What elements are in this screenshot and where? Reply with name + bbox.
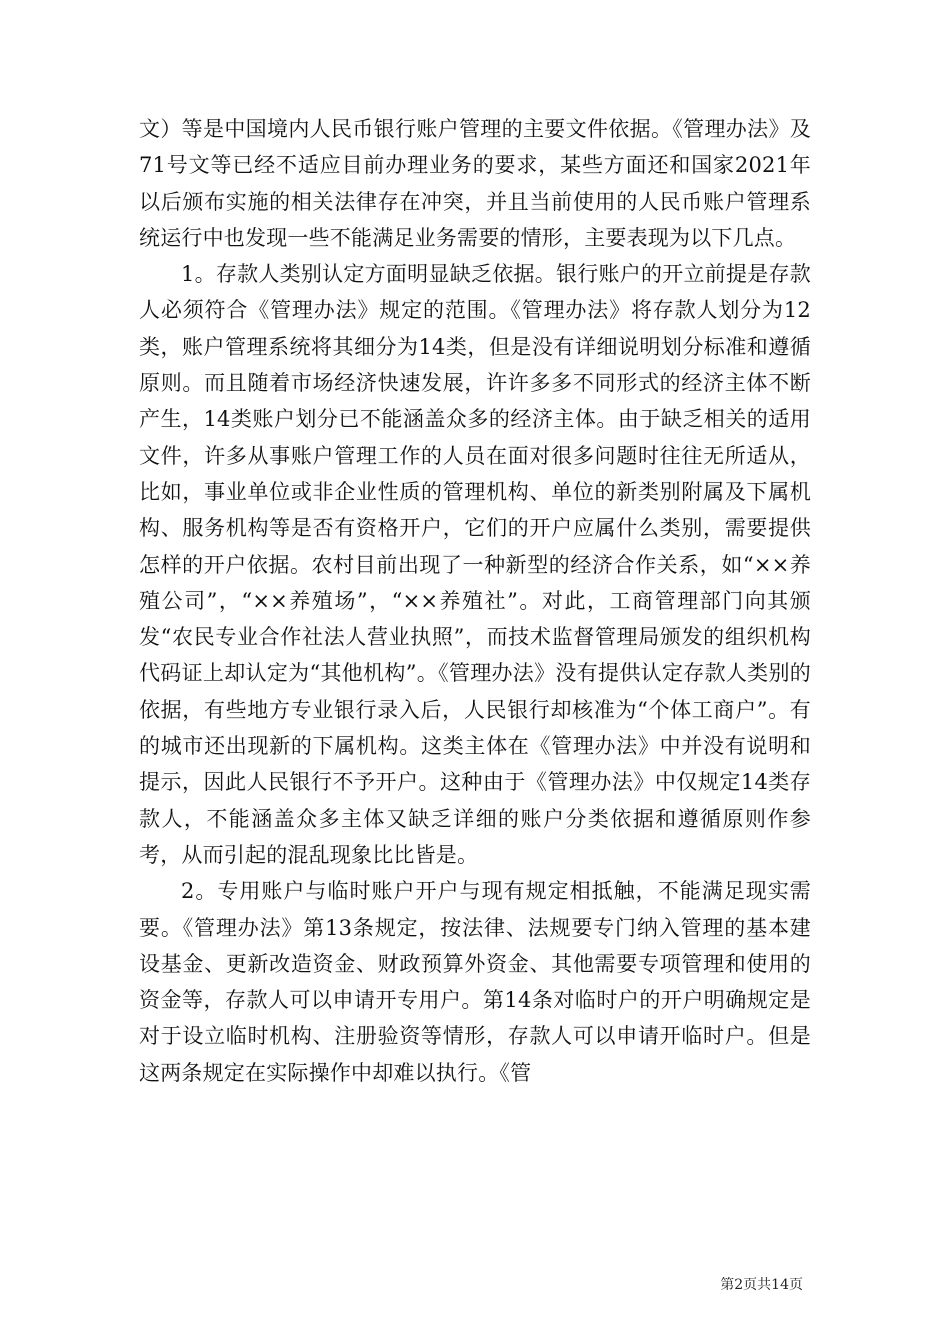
paragraph-point-1: 1。存款人类别认定方面明显缺乏依据。银行账户的开立前提是存款人必须符合《管理办法》规定的范围。《管理办法》将存款人划分为12类，账户管理系统将其细分为14类，但是没有详细说明划分标准和遵循原则。而且随着市场经济快速发展，许许多多不同形式的经济主体不断产生，14类账户划分已不能涵盖众多的经济主体。由于缺乏相关的适用文件，许多从事账户管理工作的人员在面对很多问题时往往无所适从，比如，事业单位或非企业性质的管理机构、单位的新类别附属及下属机构、服务机构等是否有资格开户，它们的开户应属什么类别，需要提供怎样的开户依据。农村目前出现了一种新型的经济合作关系，如“××养殖公司”，“××养殖场”，“××养殖社”。对此，工商管理部门向其颁发“农民专业合作社法人营业执照”，而技术监督管理局颁发的组织机构代码证上却认定为“其他机构”。《管理办法》没有提供认定存款人类别的依据，有些地方专业银行录入后，人民银行却核准为“个体工商户”。有的城市还出现新的下属机构。这类主体在《管理办法》中并没有说明和提示，因此人民银行不予开户。这种由于《管理办法》中仅规定14类存款人，不能涵盖众多主体又缺乏详细的账户分类依据和遵循原则作参考，从而引起的混乱现象比比皆是。 [139, 262, 811, 867]
page-number-footer: 第2页共14页 [720, 1277, 803, 1293]
paragraph-intro: 文）等是中国境内人民币银行账户管理的主要文件依据。《管理办法》及71号文等已经不适应目前办理业务的要求，某些方面还和国家2021年以后颁布实施的相关法律存在冲突，并且当前使用的人民币账户管理系统运行中也发现一些不能满足业务需要的情形，主要表现为以下几点。 [139, 117, 811, 250]
document-body [139, 111, 811, 1091]
paragraph-point-2: 2。专用账户与临时账户开户与现有规定相抵触，不能满足现实需要。《管理办法》第13条规定，按法律、法规要专门纳入管理的基本建设基金、更新改造资金、财政预算外资金、其他需要专项管理和使用的资金等，存款人可以申请开专用户。第14条对临时户的开户明确规定是对于设立临时机构、注册验资等情形，存款人可以申请开临时户。但是这两条规定在实际操作中却难以执行。《管 [139, 879, 811, 1085]
